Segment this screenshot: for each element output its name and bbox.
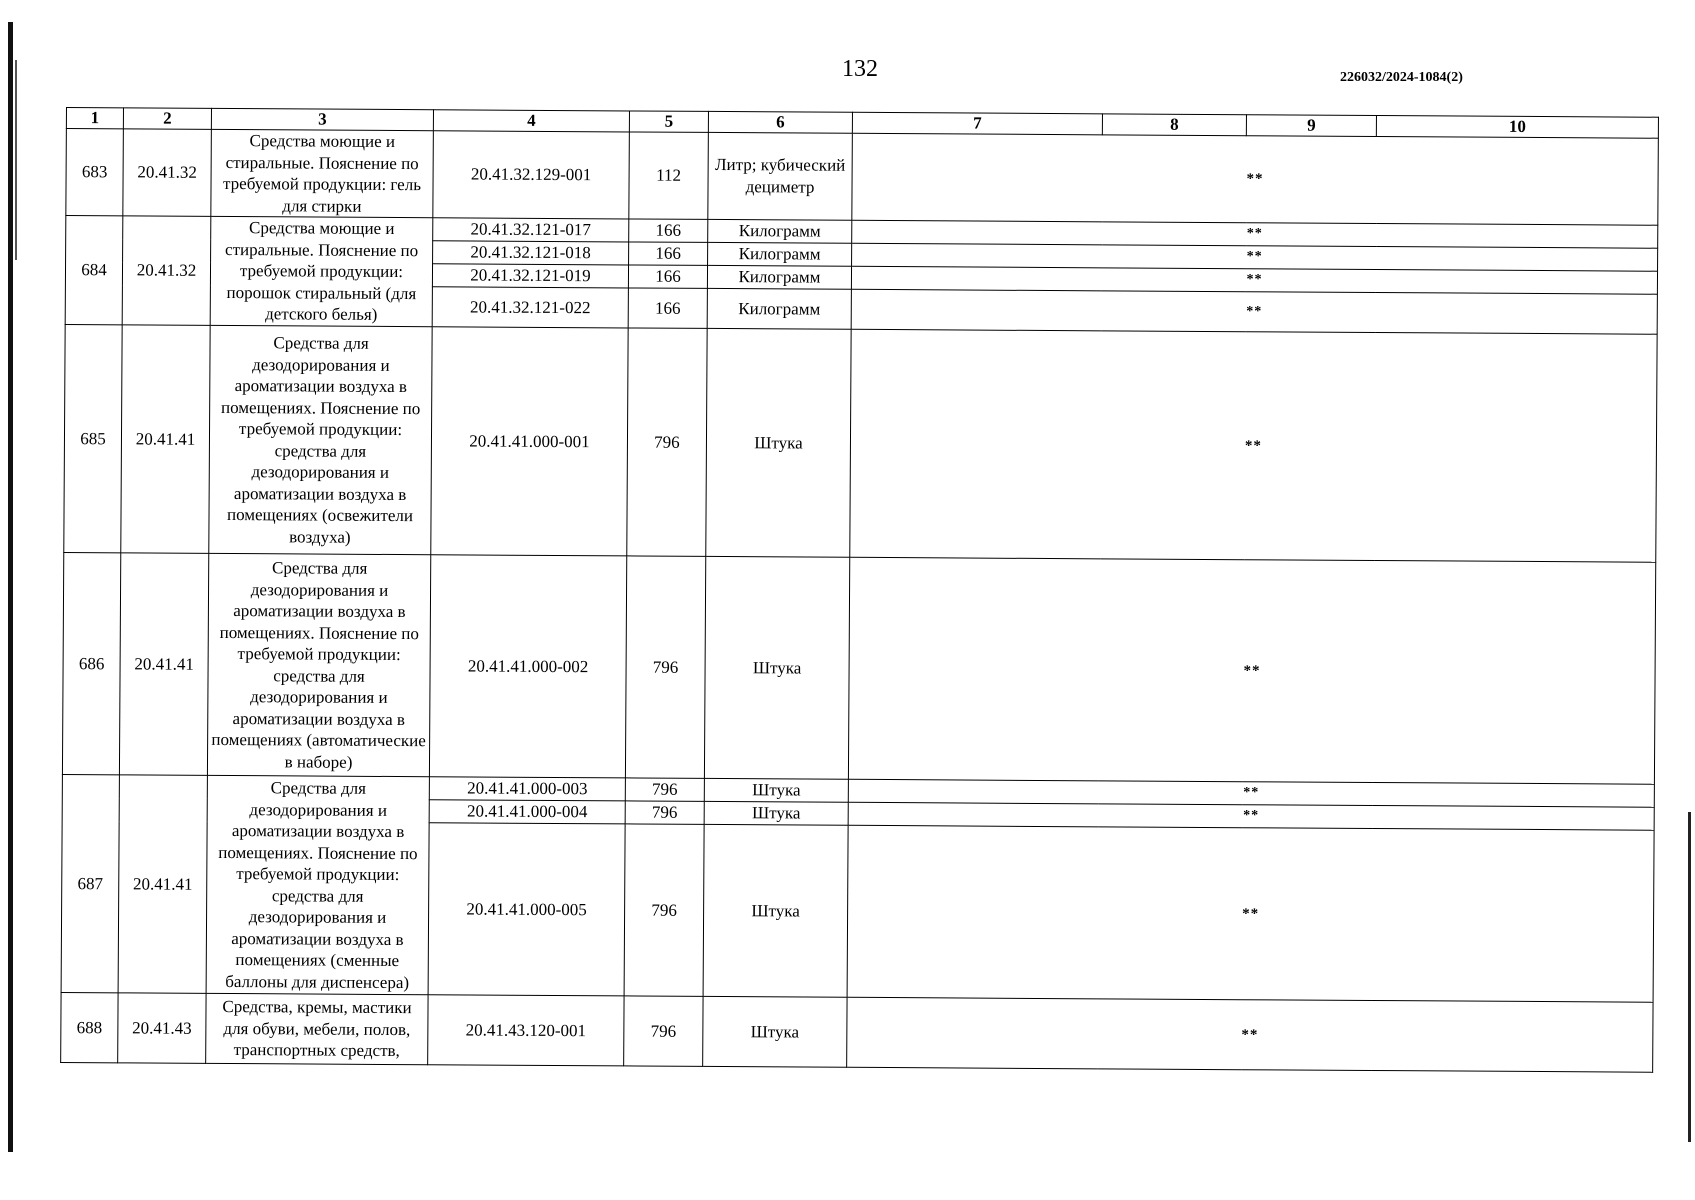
- product-description: Средства для дезодорирования и ароматизации воздуха в помещениях. Пояснение по требуемой продукции: средства для дезодорирования и ароматизации воздуха в помещениях (автоматические в наборе): [207, 553, 430, 776]
- okei-code: 112: [629, 132, 709, 219]
- okei-code: 796: [625, 778, 704, 801]
- requirements-mark: **: [852, 220, 1658, 248]
- row-number: 684: [65, 216, 123, 325]
- header-cell: 4: [433, 110, 629, 132]
- header-cell: 10: [1376, 116, 1658, 139]
- row-number: 685: [64, 324, 122, 552]
- ktru-code: 20.41.32.121-019: [432, 264, 628, 288]
- okei-code: 796: [625, 801, 704, 824]
- page-number: 132: [842, 56, 878, 82]
- okei-code: 796: [627, 328, 707, 556]
- table-row: [64, 324, 1657, 562]
- header-cell: 1: [66, 108, 123, 129]
- requirements-mark: **: [851, 289, 1657, 334]
- document-number: 226032/2024-1084(2): [1340, 70, 1463, 85]
- okei-code: 166: [628, 265, 707, 288]
- unit-name: Килограмм: [708, 219, 852, 243]
- ktru-code: 20.41.41.000-001: [431, 327, 628, 556]
- unit-name: Штука: [706, 328, 851, 557]
- unit-name: Штука: [703, 824, 848, 997]
- ktru-code: 20.41.41.000-002: [429, 555, 626, 778]
- table-body: [61, 108, 1659, 1073]
- unit-name: Килограмм: [707, 288, 851, 329]
- ktru-code: 20.41.32.121-017: [433, 218, 629, 242]
- scan-edge-left-thin: [15, 60, 17, 260]
- unit-name: Штука: [704, 556, 849, 779]
- scan-edge-left: [8, 22, 13, 1152]
- unit-name: Штука: [704, 801, 848, 825]
- row-number: 688: [61, 992, 118, 1062]
- unit-name: Штука: [703, 996, 847, 1067]
- okei-code: 796: [624, 824, 704, 996]
- table-row: [62, 552, 1655, 784]
- requirements-mark: **: [852, 133, 1659, 225]
- table-row: [66, 129, 1659, 226]
- unit-name: Килограмм: [707, 265, 851, 289]
- okpd-code: 20.41.43: [118, 993, 206, 1064]
- table-row: [61, 992, 1653, 1072]
- requirements-mark: **: [850, 329, 1657, 562]
- unit-name: Литр; кубический дециметр: [708, 132, 853, 220]
- header-cell: 8: [1102, 114, 1246, 136]
- ktru-code: 20.41.43.120-001: [428, 995, 624, 1066]
- product-description: Средства моющие и стиральные. Пояснение по требуемой продукции: гель для стирки: [211, 129, 434, 217]
- okei-code: 796: [624, 996, 703, 1066]
- header-cell: 9: [1246, 115, 1376, 137]
- okei-code: 166: [629, 242, 708, 265]
- header-cell: 7: [852, 112, 1102, 135]
- requirements-mark: **: [852, 243, 1658, 271]
- product-description: Средства для дезодорирования и ароматизации воздуха в помещениях. Пояснение по требуемой продукции: средства для дезодорирования и ароматизации воздуха в помещениях (освежители воздуха): [209, 325, 432, 554]
- requirements-mark: **: [847, 825, 1654, 1002]
- ktru-code: 20.41.41.000-004: [429, 800, 625, 824]
- requirements-mark: **: [848, 802, 1654, 830]
- row-number: 687: [61, 774, 119, 992]
- requirements-mark: **: [848, 557, 1655, 784]
- okpd-code: 20.41.32: [123, 129, 212, 217]
- okei-code: 796: [625, 556, 705, 778]
- row-number: 683: [66, 129, 124, 216]
- okei-code: 166: [628, 288, 707, 328]
- product-description: Средства, кремы, мастики для обуви, мебели, полов, транспортных средств,: [206, 993, 428, 1064]
- okei-code: 166: [629, 219, 708, 242]
- scan-edge-right: [1688, 812, 1691, 1142]
- registry-table: [60, 107, 1659, 1073]
- header-cell: 2: [123, 108, 211, 130]
- header-cell: 6: [708, 111, 852, 133]
- okpd-code: 20.41.41: [121, 325, 210, 554]
- ktru-code: 20.41.32.129-001: [433, 131, 630, 219]
- header-cell: 5: [629, 111, 708, 132]
- ktru-code: 20.41.41.000-005: [428, 823, 625, 996]
- okpd-code: 20.41.41: [119, 553, 208, 776]
- unit-name: Килограмм: [708, 242, 852, 266]
- ktru-code: 20.41.41.000-003: [429, 777, 625, 801]
- requirements-mark: **: [847, 997, 1653, 1072]
- okpd-code: 20.41.32: [122, 216, 211, 326]
- ktru-code: 20.41.32.121-018: [433, 241, 629, 265]
- okpd-code: 20.41.41: [118, 775, 207, 994]
- product-description: Средства для дезодорирования и ароматизации воздуха в помещениях. Пояснение по требуемой продукции: средства для дезодорирования и ароматизации воздуха в помещениях (сменные баллоны для диспенсера): [206, 775, 429, 994]
- requirements-mark: **: [848, 779, 1654, 807]
- row-number: 686: [62, 552, 120, 774]
- ktru-code: 20.41.32.121-022: [432, 287, 628, 328]
- requirements-mark: **: [851, 266, 1657, 294]
- product-description: Средства моющие и стиральные. Пояснение по требуемой продукции: порошок стиральный (для детского белья): [210, 216, 433, 326]
- header-cell: 3: [211, 108, 433, 130]
- unit-name: Штука: [704, 778, 848, 802]
